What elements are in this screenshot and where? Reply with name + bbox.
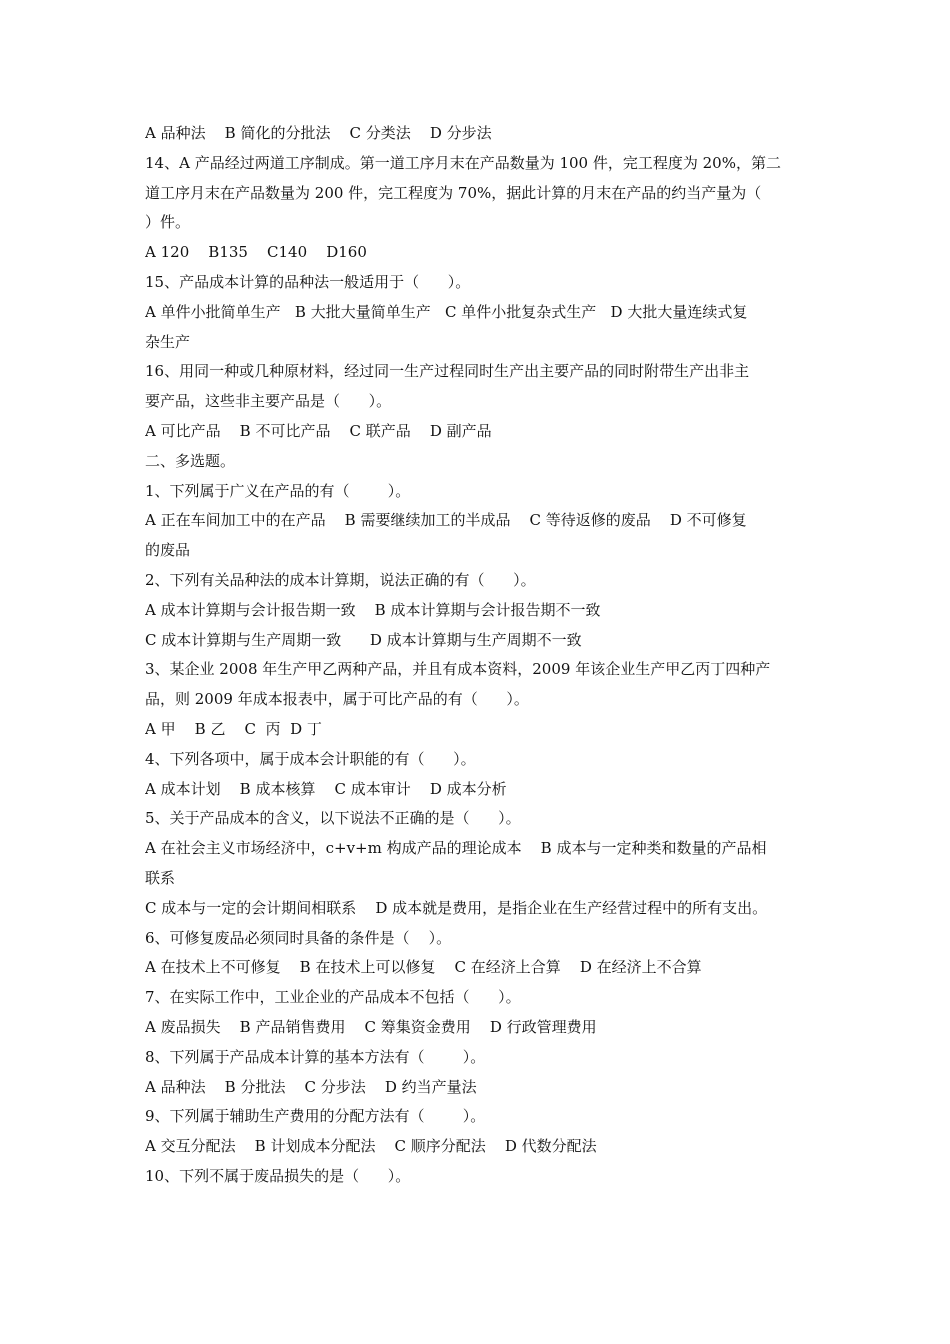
text-line: 3、某企业 2008 年生产甲乙两种产品，并且有成本资料，2009 年该企业生产甲乙丙丁四种产 bbox=[145, 660, 771, 679]
text-line: 9、下列属于辅助生产费用的分配方法有（ ）。 bbox=[145, 1107, 486, 1126]
text-line: A 甲 B 乙 C 丙 D 丁 bbox=[145, 719, 322, 738]
text-line: 1、下列属于广义在产品的有（ ）。 bbox=[145, 481, 411, 500]
text-line: A 废品损失 B 产品销售费用 C 筹集资金费用 D 行政管理费用 bbox=[145, 1017, 597, 1036]
text-line: A 品种法 B 分批法 C 分步法 D 约当产量法 bbox=[145, 1077, 477, 1096]
text-line: 8、下列属于产品成本计算的基本方法有（ ）。 bbox=[145, 1047, 486, 1066]
text-line: 2、下列有关品种法的成本计算期，说法正确的有（ ）。 bbox=[145, 570, 536, 589]
text-line: 联系 bbox=[145, 868, 176, 887]
text-line: A 品种法 B 简化的分批法 C 分类法 D 分步法 bbox=[145, 124, 492, 142]
section-heading: 二、多选题。 bbox=[145, 451, 236, 470]
text-line: A 可比产品 B 不可比产品 C 联产品 D 副产品 bbox=[145, 421, 492, 440]
text-line: C 成本计算期与生产周期一致 D 成本计算期与生产周期不一致 bbox=[145, 630, 582, 649]
text-line: A 单件小批简单生产 B 大批大量简单生产 C 单件小批复杂式生产 D 大批大量连续式复 bbox=[145, 302, 748, 321]
text-line: 的废品 bbox=[145, 541, 191, 560]
text-line: 10、下列不属于废品损失的是（ ）。 bbox=[145, 1166, 411, 1185]
text-line: C 成本与一定的会计期间相联系 D 成本就是费用，是指企业在生产经营过程中的所有支出。 bbox=[145, 898, 768, 917]
text-line: 品，则 2009 年成本报表中，属于可比产品的有（ ）。 bbox=[145, 690, 529, 709]
text-line: A 在社会主义市场经济中，c+v+m 构成产品的理论成本 B 成本与一定种类和数量的产品相 bbox=[145, 839, 767, 858]
text-line: A 成本计算期与会计报告期一致 B 成本计算期与会计报告期不一致 bbox=[145, 600, 601, 619]
text-line: ）件。 bbox=[145, 213, 191, 232]
text-line: A 成本计划 B 成本核算 C 成本审计 D 成本分析 bbox=[145, 779, 507, 798]
text-line: 6、可修复废品必须同时具备的条件是（ ）。 bbox=[145, 928, 452, 947]
text-line: 16、用同一种或几种原材料，经过同一生产过程同时生产出主要产品的同时附带生产出非主 bbox=[145, 362, 750, 381]
text-line: 15、产品成本计算的品种法一般适用于（ ）。 bbox=[145, 272, 471, 291]
text-line: A 交互分配法 B 计划成本分配法 C 顺序分配法 D 代数分配法 bbox=[145, 1137, 597, 1156]
text-line: A 正在车间加工中的在产品 B 需要继续加工的半成品 C 等待返修的废品 D 不可修复 bbox=[145, 511, 747, 530]
document-page bbox=[145, 119, 825, 1192]
text-line: A 在技术上不可修复 B 在技术上可以修复 C 在经济上合算 D 在经济上不合算 bbox=[145, 958, 702, 977]
text-line: A 120 B135 C140 D160 bbox=[145, 243, 367, 262]
text-line: 要产品，这些非主要产品是（ ）。 bbox=[145, 392, 392, 411]
text-line: 7、在实际工作中，工业企业的产品成本不包括（ ）。 bbox=[145, 988, 521, 1007]
text-line: 14、A 产品经过两道工序制成。第一道工序月末在产品数量为 100 件，完工程度为 20%，第二 bbox=[145, 153, 781, 172]
text-line: 5、关于产品成本的含义，以下说法不正确的是（ ）。 bbox=[145, 809, 521, 828]
text-line: 4、下列各项中，属于成本会计职能的有（ ）。 bbox=[145, 749, 476, 768]
text-line: 道工序月末在产品数量为 200 件，完工程度为 70%，据此计算的月末在产品的约当产量为（ bbox=[145, 183, 762, 202]
text-line: 杂生产 bbox=[145, 332, 191, 351]
